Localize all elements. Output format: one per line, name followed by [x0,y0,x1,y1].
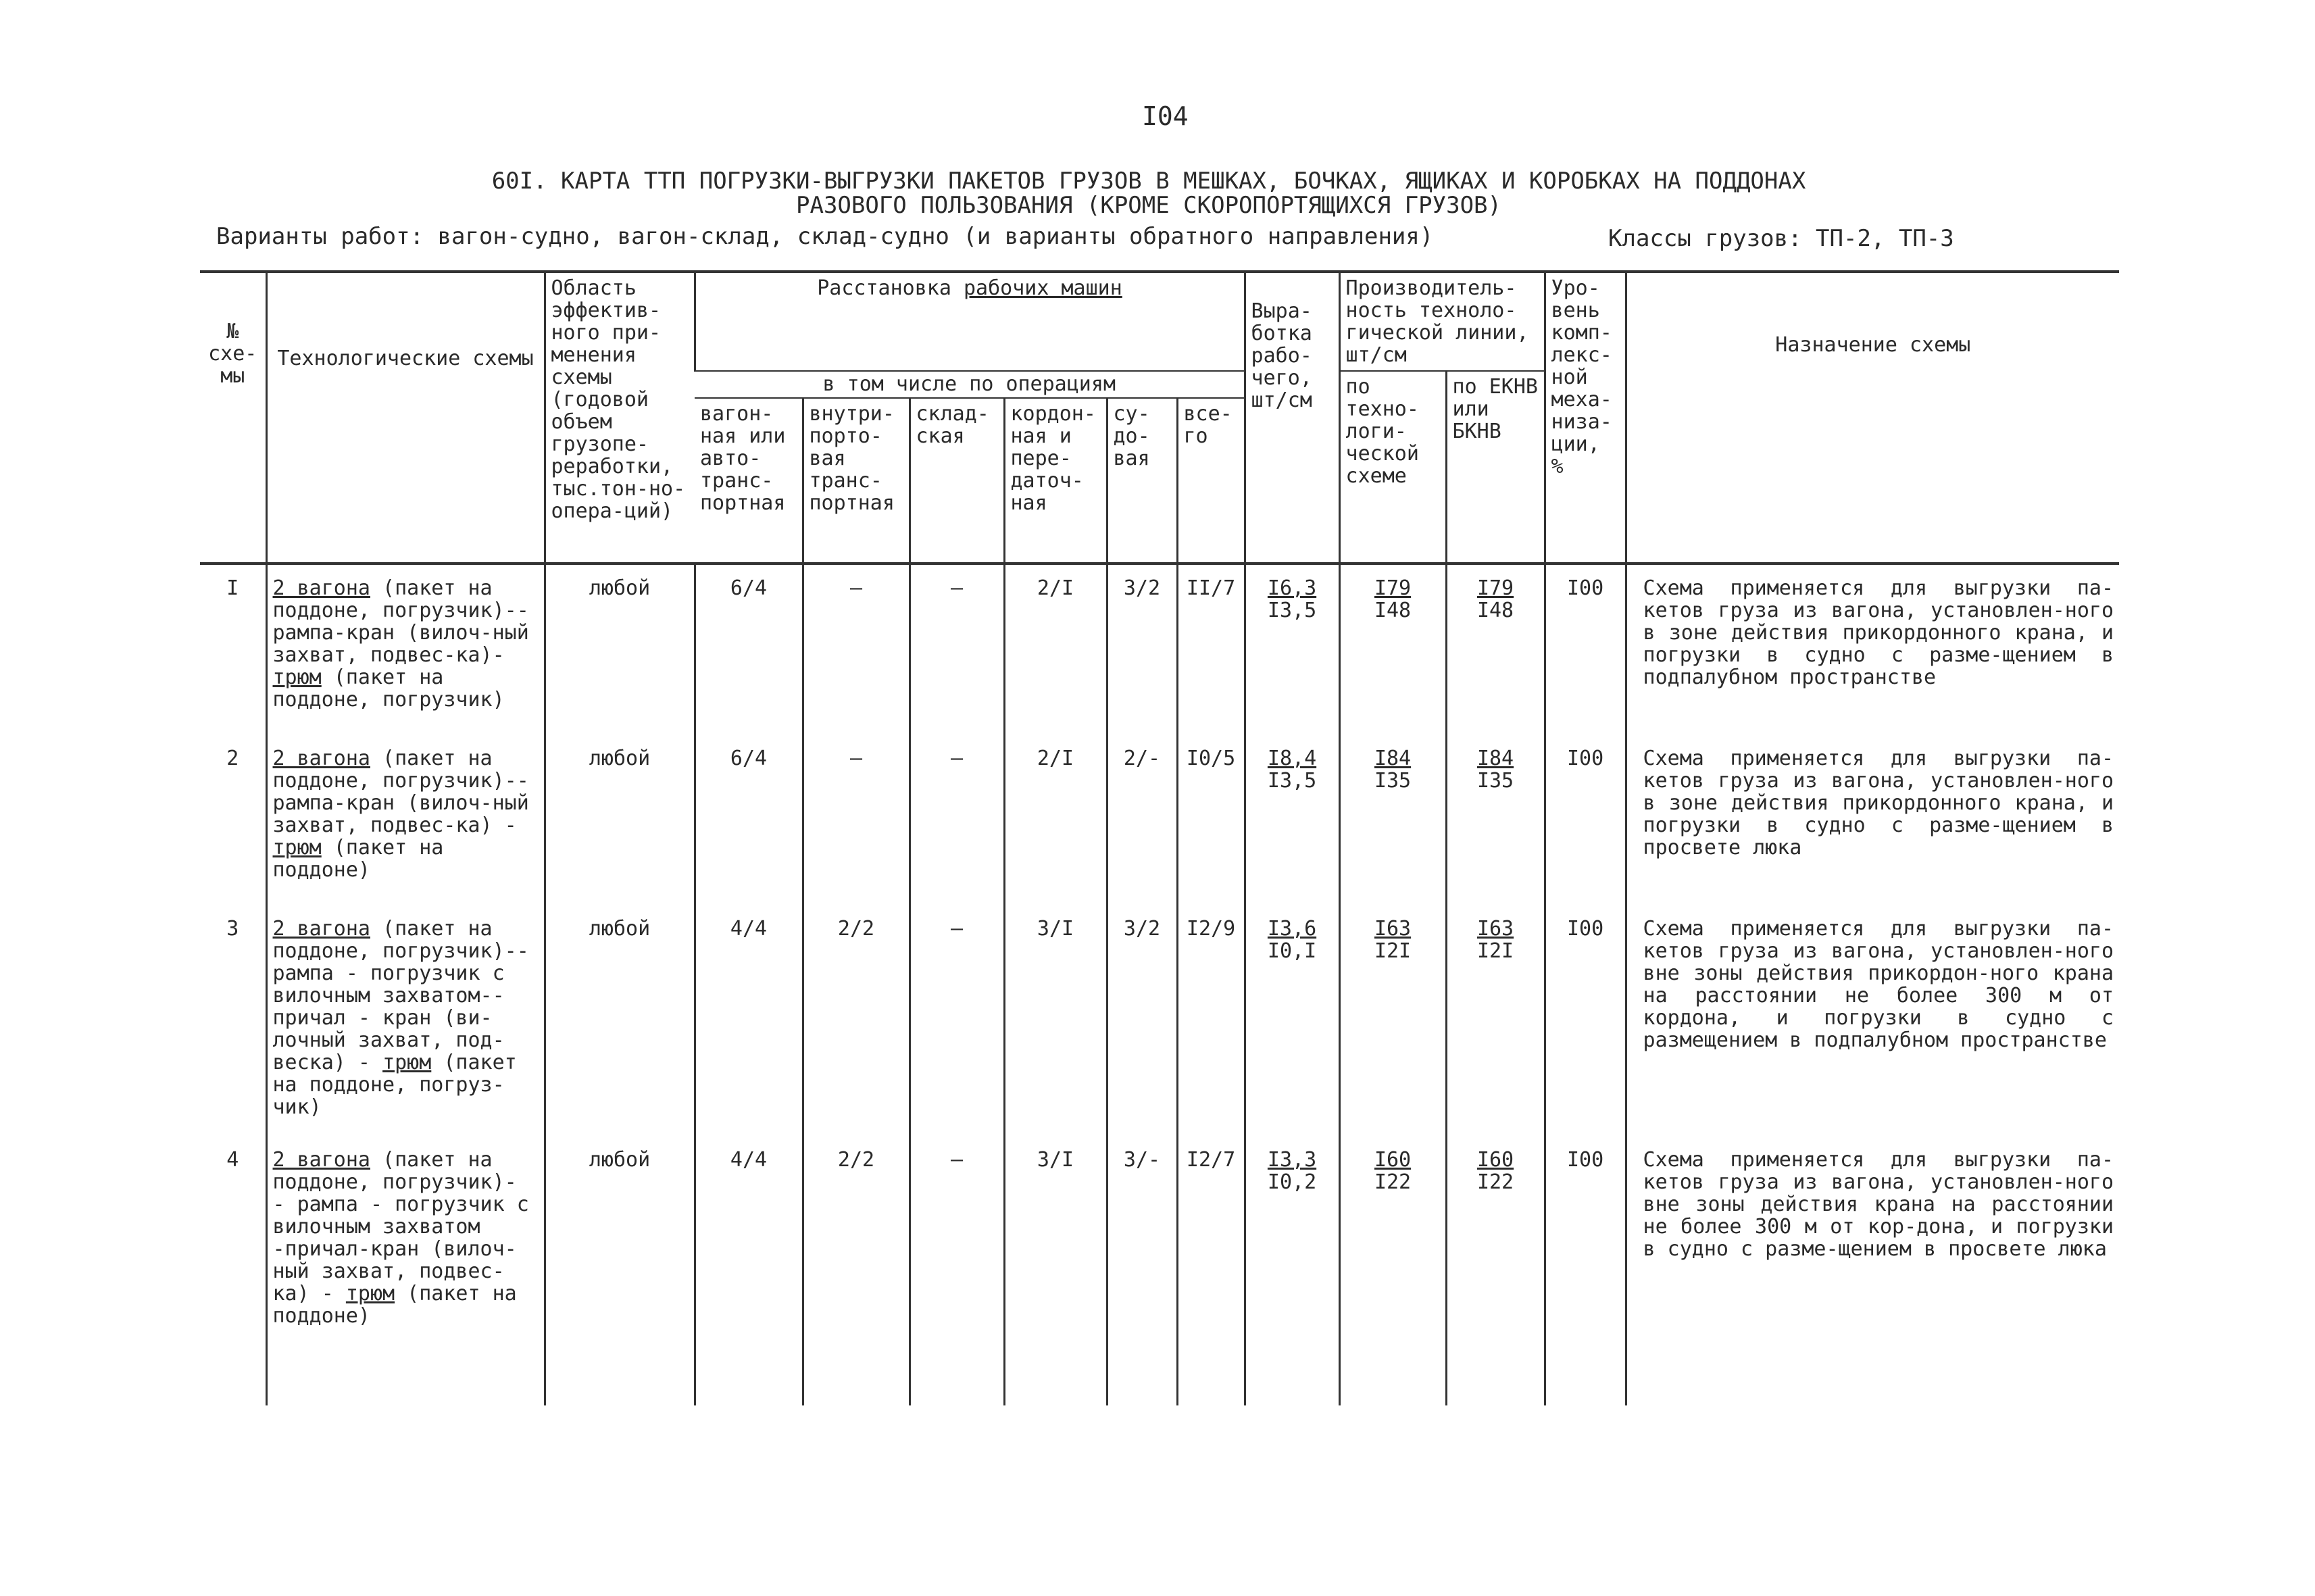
page-number: I04 [1142,101,1189,131]
scheme-text: (пакет на поддоне, погрузчик)- - рампа - погрузчик с вилочным захватом -причал-кран (вилоч-ный захват, подвес-ка) - [272,1148,529,1305]
scheme-hold: трюм [272,666,322,689]
output-top: I6,3 [1267,576,1317,600]
output-top: I3,6 [1267,917,1317,941]
prod-scheme-top: I84 [1374,747,1412,770]
scheme-wagons: 2 вагона [272,747,370,770]
prod-ekhv-bot: I2I [1476,939,1514,963]
row-warehouse: – [910,1137,1004,1405]
scheme-table [200,270,2119,1405]
row-area: любой [545,564,695,735]
row-prod-ekhv [1446,564,1545,735]
row-output [1245,564,1339,735]
col-header-wagon: вагон-ная или авто-транс-портная [695,398,803,564]
scheme-tail: (пакет на поддоне, погрузчик) [272,666,505,712]
row-num: 3 [226,917,239,941]
prod-scheme-top: I63 [1374,917,1412,941]
scheme-tail: (пакет на поддоне, погруз-чик) [272,1051,517,1119]
scheme-text: (пакет на поддоне, погрузчик)--рампа-кран (вилоч-ный захват, подвес-ка)- [272,576,529,667]
row-internal: 2/2 [803,1137,910,1405]
prod-scheme-top: I60 [1374,1148,1412,1172]
row-scheme [266,564,545,735]
scheme-tail: (пакет на поддоне) [272,836,444,882]
scheme-hold: трюм [272,836,322,859]
row-internal: 2/2 [803,905,910,1137]
row-num: 2 [226,747,239,770]
row-prod-ekhv [1446,735,1545,905]
row-warehouse: – [910,905,1004,1137]
scheme-wagons: 2 вагона [272,1148,370,1172]
placement-machines: рабочих машин [963,276,1122,300]
prod-ekhv-bot: I22 [1476,1170,1514,1194]
col-header-by-scheme: по техно-логи-ческой схеме [1339,371,1446,564]
row-total: II/7 [1177,564,1245,735]
scheme-wagons: 2 вагона [272,917,370,941]
col-header-schemes: Технологические схемы [266,272,545,564]
prod-scheme-bot: I2I [1374,939,1412,963]
table-row [200,1137,2119,1405]
row-output [1245,1137,1339,1405]
row-wagon: 4/4 [695,905,803,1137]
prod-scheme-bot: I22 [1374,1170,1412,1194]
col-header-ship: су-до-вая [1107,398,1177,564]
title-line-1: 60I. КАРТА ТТП ПОГРУЗКИ-ВЫГРУЗКИ ПАКЕТОВ ГРУЗОВ В МЕШКАХ, БОЧКАХ, ЯЩИКАХ И КОРОБКАХ НА ПОДДОНАХ [491,168,1806,195]
output-bot: I3,5 [1267,769,1317,793]
row-scheme [266,905,545,1137]
document-title [378,169,1919,218]
prod-ekhv-top: I84 [1476,747,1514,770]
work-variants: Варианты работ: вагон-судно, вагон-склад, склад-судно (и варианты обратного направления) [216,223,1434,250]
output-top: I3,3 [1267,1148,1317,1172]
col-header-area: Область эффектив-ного при-менения схемы (годовой объем грузопе-реработки, тыс.тон-но-опера-ций) [545,272,695,564]
row-ship: 2/- [1107,735,1177,905]
row-mech: I00 [1545,1137,1626,1405]
row-internal: – [803,564,910,735]
row-prod-ekhv [1446,1137,1545,1405]
row-prod-scheme [1339,905,1446,1137]
table-row [200,735,2119,905]
scheme-tail: (пакет на поддоне) [272,1282,517,1328]
output-bot: I0,2 [1267,1170,1317,1194]
col-header-purpose: Назначение схемы [1626,272,2119,564]
scheme-text: (пакет на поддоне, погрузчик)--рампа - погрузчик с вилочным захватом--причал - кран (ви-лочный захват, под-веска) - [272,917,529,1074]
row-purpose: Схема применяется для выгрузки па-кетов груза из вагона, установлен-ного в зоне действия прикордонного крана, и погрузки в судно с разме-щением в просвете люка [1626,735,2119,905]
row-warehouse: – [910,735,1004,905]
row-cordon: 2/I [1004,564,1107,735]
col-header-per-ops: в том числе по операциям [695,371,1245,398]
prod-ekhv-bot: I35 [1476,769,1514,793]
col-header-placement [695,272,1245,371]
scheme-text: (пакет на поддоне, погрузчик)--рампа-кран (вилоч-ный захват, подвес-ка) - [272,747,529,837]
cargo-classes: Классы грузов: ТП-2, ТП-3 [1608,225,1954,252]
row-num: 4 [226,1148,239,1172]
row-mech: I00 [1545,564,1626,735]
row-wagon: 4/4 [695,1137,803,1405]
prod-ekhv-bot: I48 [1476,599,1514,622]
prod-ekhv-top: I60 [1476,1148,1514,1172]
col-header-total: все-го [1177,398,1245,564]
prod-scheme-bot: I35 [1374,769,1412,793]
col-header-by-ekhv: по ЕКНВ или БКНВ [1446,371,1545,564]
row-wagon: 6/4 [695,735,803,905]
col-header-num: № схе-мы [200,272,266,564]
scheme-wagons: 2 вагона [272,576,370,600]
row-num: I [200,564,266,735]
prod-scheme-top: I79 [1374,576,1412,600]
row-area: любой [545,1137,695,1405]
col-header-warehouse: склад-ская [910,398,1004,564]
row-cordon: 3/I [1004,1137,1107,1405]
row-cordon: 3/I [1004,905,1107,1137]
row-mech: I00 [1545,905,1626,1137]
row-scheme [266,735,545,905]
row-purpose: Схема применяется для выгрузки па-кетов груза из вагона, установлен-ного в зоне действия прикордонного крана, и погрузки в судно с разме-щением в подпалубном пространстве [1626,564,2119,735]
output-top: I8,4 [1267,747,1317,770]
col-header-cordon: кордон-ная и пере-даточ-ная [1004,398,1107,564]
row-wagon: 6/4 [695,564,803,735]
output-bot: I0,I [1267,939,1317,963]
row-ship: 3/2 [1107,905,1177,1137]
prod-scheme-bot: I48 [1374,599,1412,622]
col-header-mech: Уро-вень комп-лекс-ной меха-низа-ции, % [1545,272,1626,564]
row-output [1245,905,1339,1137]
row-area: любой [545,905,695,1137]
row-prod-ekhv [1446,905,1545,1137]
row-prod-scheme [1339,564,1446,735]
row-ship: 3/- [1107,1137,1177,1405]
row-warehouse: – [910,564,1004,735]
row-internal: – [803,735,910,905]
row-scheme [266,1137,545,1405]
row-total: I2/7 [1177,1137,1245,1405]
col-header-output: Выра-ботка рабо-чего, шт/см [1245,272,1339,564]
table-row [200,564,2119,735]
placement-prefix: Расстановка [817,276,951,300]
col-header-productivity: Производитель-ность техноло-гической линии, шт/см [1339,272,1545,371]
row-cordon: 2/I [1004,735,1107,905]
row-purpose: Схема применяется для выгрузки па-кетов груза из вагона, установлен-ного вне зоны действия прикордон-ного крана на расстоянии не более 300 м от кордона, и погрузки в судно с размещением в подпалубном пространстве [1626,905,2119,1137]
row-area: любой [545,735,695,905]
row-prod-scheme [1339,1137,1446,1405]
row-mech: I00 [1545,735,1626,905]
title-line-2: РАЗОВОГО ПОЛЬЗОВАНИЯ (КРОМЕ СКОРОПОРТЯЩИХСЯ ГРУЗОВ) [796,192,1501,219]
scheme-hold: трюм [382,1051,432,1074]
col-header-internal: внутри-порто-вая транс-портная [803,398,910,564]
scheme-hold: трюм [345,1282,395,1305]
row-total: I2/9 [1177,905,1245,1137]
output-bot: I3,5 [1267,599,1317,622]
row-ship: 3/2 [1107,564,1177,735]
prod-ekhv-top: I63 [1476,917,1514,941]
prod-ekhv-top: I79 [1476,576,1514,600]
row-output [1245,735,1339,905]
table-row [200,905,2119,1137]
row-purpose: Схема применяется для выгрузки па-кетов груза из вагона, установлен-ного вне зоны действия крана на расстоянии не более 300 м от кор-дона, и погрузки в судно с разме-щением в просвете люка [1626,1137,2119,1405]
row-prod-scheme [1339,735,1446,905]
row-total: I0/5 [1177,735,1245,905]
